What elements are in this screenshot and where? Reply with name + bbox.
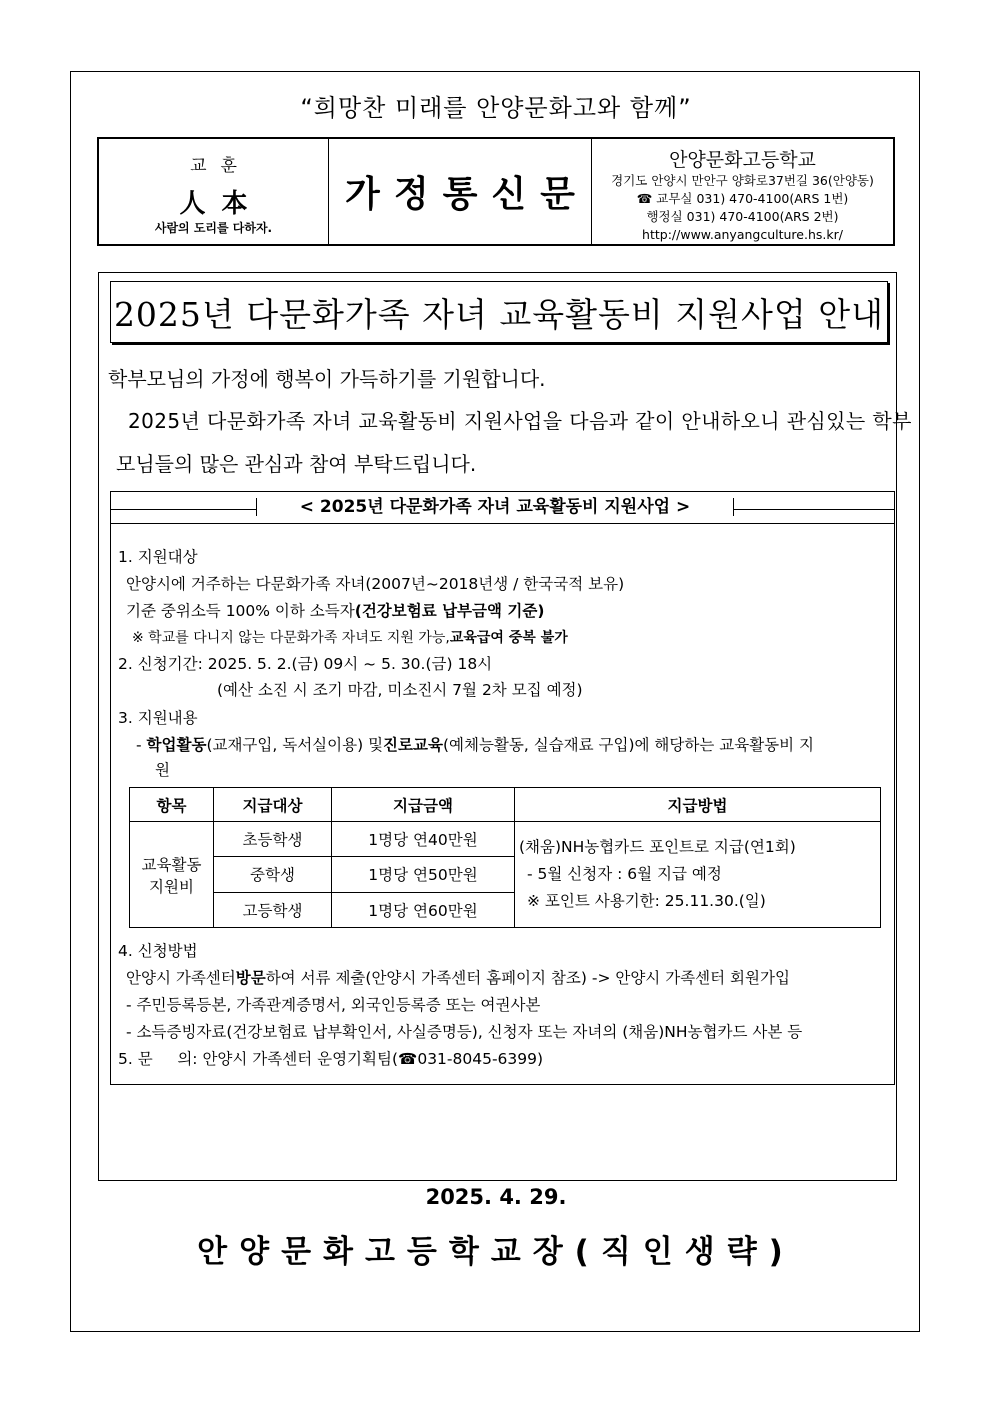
content-academic: 학업활동 xyxy=(146,736,207,754)
table-amount: 1명당 연40만원 xyxy=(332,822,515,857)
documents-line2: - 소득증빙자료(건강보험료 납부확인서, 사실증명등), 신청자 또는 자녀의 (채움)NH농협카드 사본 등 xyxy=(126,1023,803,1041)
support-table xyxy=(129,787,881,928)
section-contact: 5. 문 의: 안양시 가족센터 운영기획팀(☎031-8045-6399) xyxy=(118,1050,544,1068)
method-line2: - 5월 신청자 : 6월 지급 예정 xyxy=(527,865,722,883)
method-line1: (채움)NH농협카드 포인트로 지급(연1회) xyxy=(519,838,796,856)
school-info-cell xyxy=(592,139,893,244)
table-method-cell xyxy=(515,822,881,928)
letterhead xyxy=(97,137,895,246)
principal-signature: 안양문화고등학교장(직인생략) xyxy=(197,1234,795,1270)
document-title: 2025년 다문화가족 자녀 교육활동비 지원사업 안내 xyxy=(113,294,885,334)
school-creed-cell xyxy=(99,139,329,244)
school-phone-admin: 행정실 031) 470-4100(ARS 2번) xyxy=(646,209,839,224)
table-item-line1: 교육활동 xyxy=(141,855,202,874)
table-target: 고등학생 xyxy=(214,892,332,927)
intro-body-line1: 2025년 다문화가족 자녀 교육활동비 지원사업을 다음과 같이 안내하오니 관심있는 학부 xyxy=(128,409,912,433)
table-amount: 1명당 연50만원 xyxy=(332,857,515,892)
table-row xyxy=(130,822,881,857)
table-amount: 1명당 연60만원 xyxy=(332,892,515,927)
documents-line1: - 주민등록등본, 가족관계증명서, 외국인등록증 또는 여권사본 xyxy=(126,996,541,1014)
section-content-heading: 3. 지원내용 xyxy=(118,709,198,727)
table-header-row xyxy=(130,788,881,822)
document-title-box xyxy=(110,281,888,343)
eligibility-income: 기준 중위소득 100% 이하 소득자 xyxy=(126,602,355,620)
newsletter-title-cell xyxy=(329,139,592,244)
dash: - xyxy=(136,736,147,754)
eligibility-line2 xyxy=(126,599,544,621)
divider xyxy=(110,523,895,524)
creed: 人本 xyxy=(179,189,264,219)
eligibility-note-bold: 교육급여 중복 불가 xyxy=(449,630,568,646)
content-line2: 원 xyxy=(155,761,170,779)
content-career: 진로교육 xyxy=(383,736,443,754)
period-note: (예산 소진 시 조기 마감, 미소진시 7월 2차 모집 예정) xyxy=(217,681,583,699)
newsletter-title: 가정통신문 xyxy=(345,174,589,215)
content-academic-detail: (교재구입, 독서실이용) 및 xyxy=(206,736,384,754)
section-period-heading: 2. 신청기간: 2025. 5. 2.(금) 09시 ~ 5. 30.(금) 18시 xyxy=(118,655,493,673)
creed-description: 사람의 도리를 다하자. xyxy=(154,221,273,235)
eligibility-line1: 안양시에 거주하는 다문화가족 자녀(2007년~2018년생 / 한국국적 보유) xyxy=(126,575,625,593)
table-target: 중학생 xyxy=(214,857,332,892)
method-center: 안양시 가족센터 xyxy=(126,969,236,987)
table-item-line2: 지원비 xyxy=(149,877,194,896)
creed-label: 교훈 xyxy=(190,156,251,176)
table-header: 항목 xyxy=(130,788,214,822)
intro-greeting: 학부모님의 가정에 행복이 가득하기를 기원합니다. xyxy=(108,367,546,391)
eligibility-note-text: ※ 학교를 다니지 않는 다문화가족 자녀도 지원 가능, xyxy=(132,630,450,646)
intro-body-line2: 모님들의 많은 관심과 참여 부탁드립니다. xyxy=(116,452,477,476)
section-method-heading: 4. 신청방법 xyxy=(118,942,198,960)
method-line xyxy=(126,966,790,988)
method-submit: 하여 서류 제출(안양시 가족센터 홈페이지 참조) -> 안양시 가족센터 회원가입 xyxy=(265,969,790,987)
school-address: 경기도 안양시 만안구 양화로37번길 36(안양동) xyxy=(611,173,874,188)
table-header: 지급방법 xyxy=(515,788,881,822)
table-target: 초등학생 xyxy=(214,822,332,857)
eligibility-income-basis: (건강보험료 납부금액 기준) xyxy=(354,602,545,620)
content-line1 xyxy=(136,733,814,755)
school-phone-office: ☎ 교무실 031) 470-4100(ARS 1번) xyxy=(636,191,849,206)
program-details-title: < 2025년 다문화가족 자녀 교육활동비 지원사업 > xyxy=(256,493,734,521)
eligibility-note xyxy=(132,627,568,647)
table-header: 지급대상 xyxy=(214,788,332,822)
method-line3: ※ 포인트 사용기한: 25.11.30.(일) xyxy=(527,892,766,910)
table-item-cell xyxy=(130,822,214,928)
method-visit: 방문 xyxy=(235,969,266,987)
table-header: 지급금액 xyxy=(332,788,515,822)
school-motto: “희망찬 미래를 안양문화고와 함께” xyxy=(300,94,692,122)
section-eligibility-heading: 1. 지원대상 xyxy=(118,548,198,566)
school-name: 안양문화고등학교 xyxy=(669,149,816,171)
issue-date: 2025. 4. 29. xyxy=(425,1185,567,1209)
content-career-detail: (예체능활동, 실습재료 구입)에 해당하는 교육활동비 지 xyxy=(442,736,815,754)
school-url[interactable]: http://www.anyangculture.hs.kr/ xyxy=(642,227,843,242)
